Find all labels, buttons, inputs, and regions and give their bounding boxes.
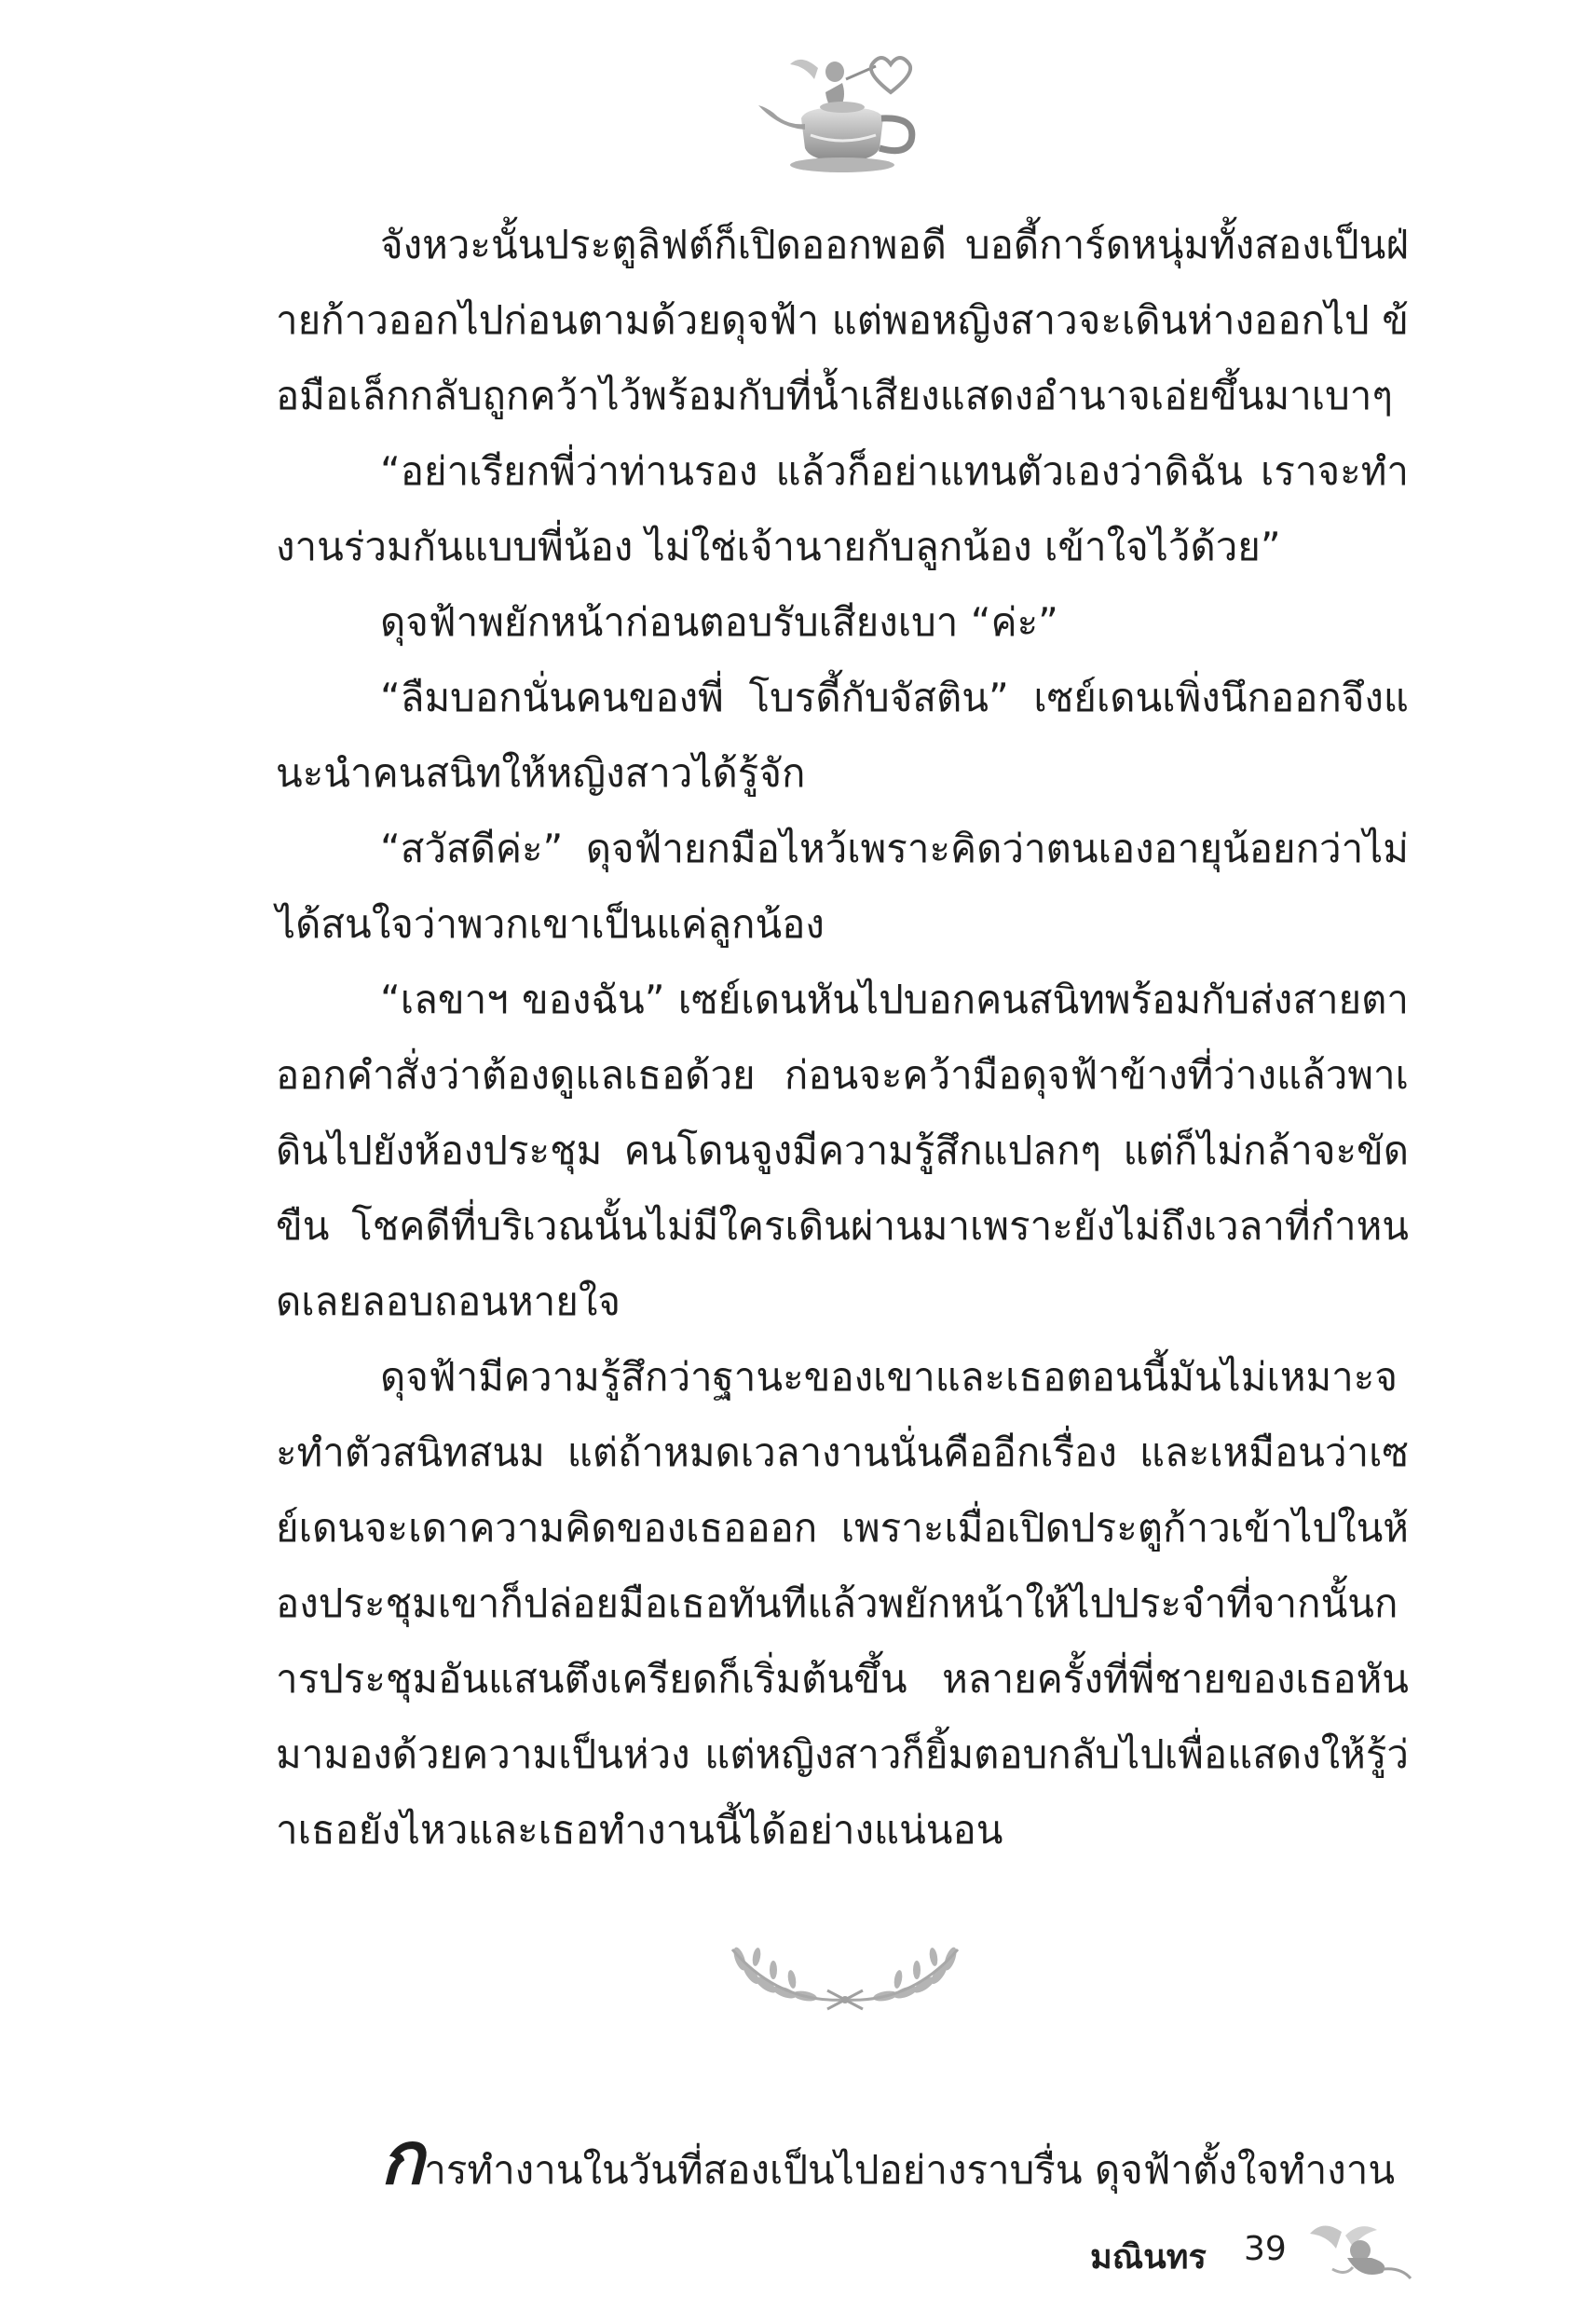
paragraph: ดุจฟ้าพยักหน้าก่อนตอบรับเสียงเบา “ค่ะ” xyxy=(380,599,1058,645)
paragraph: “อย่าเรียกพี่ว่าท่านรอง แล้วก็อย่าแทนตัวเองว่าดิฉัน เราจะทำงานร่วมกันแบบพี่น้อง ไม่ใช่เจ้านายกับลูกน้อง เข้าใจไว้ด้วย” xyxy=(276,448,1409,569)
paragraph xyxy=(276,2117,1409,2208)
page-number: 39 xyxy=(1244,2230,1287,2268)
drop-cap: ก xyxy=(380,2117,425,2201)
paragraph: ดุจฟ้ามีความรู้สึกว่าฐานะของเขาและเธอตอนนี้มันไม่เหมาะจะทำตัวสนิทสนม แต่ถ้าหมดเวลางานนั่นคืออีกเรื่อง และเหมือนว่าเซย์เดนจะเดาความคิดของเธอออก เพราะเมื่อเปิดประตูก้าวเข้าไปในห้องประชุมเขาก็ปล่อยมือเธอทันทีแล้วพยักหน้าให้ไปประจำที่จากนั้นการประชุมอันแสนตึงเครียดก็เริ่มต้นขึ้น หลายครั้งที่พี่ชายของเธอหันมามองด้วยความเป็นห่วง แต่หญิงสาวก็ยิ้มตอบกลับไปเพื่อแสดงให้รู้ว่าเธอยังไหวและเธอทำงานนี้ได้อย่างแน่นอน xyxy=(276,1354,1409,1853)
cupid-teapot-icon xyxy=(753,51,930,177)
body-text xyxy=(276,207,1409,1867)
paragraph: “เลขาฯ ของฉัน” เซย์เดนหันไปบอกคนสนิทพร้อมกับส่งสายตาออกคำสั่งว่าต้องดูแลเธอด้วย ก่อนจะคว้ามือดุจฟ้าข้างที่ว่างแล้วพาเดินไปยังห้องประชุม คนโดนจูงมีความรู้สึกแปลกๆ แต่ก็ไม่กล้าจะขัดขืน โชคดีที่บริเวณนั้นไม่มีใครเดินผ่านมาเพราะยังไม่ถึงเวลาที่กำหนดเลยลอบถอนหายใจ xyxy=(276,977,1409,1324)
author-name: มณินทร xyxy=(1090,2238,1207,2277)
paragraph: “ลืมบอกนั่นคนของพี่ โบรดี้กับจัสติน” เซย์เดนเพิ่งนึกออกจึงแนะนำคนสนิทให้หญิงสาวได้รู้จัก xyxy=(276,675,1409,796)
laurel-wreath-divider-icon xyxy=(723,1938,967,2017)
paragraph: “สวัสดีค่ะ” ดุจฟ้ายกมือไหว้เพราะคิดว่าตนเองอายุน้อยกว่าไม่ได้สนใจว่าพวกเขาเป็นแค่ลูกน้อง xyxy=(276,826,1409,947)
paragraph: จังหวะนั้นประตูลิฟต์ก็เปิดออกพอดี บอดี้การ์ดหนุ่มทั้งสองเป็นฝ่ายก้าวออกไปก่อนตามด้วยดุจฟ้า แต่พอหญิงสาวจะเดินห่างออกไป ข้อมือเล็กกลับถูกคว้าไว้พร้อมกับที่น้ำเสียงแสดงอำนาจเอ่ยขึ้นมาเบาๆ xyxy=(276,222,1409,418)
cupid-icon xyxy=(1304,2222,1416,2288)
paragraph-text: ารทำงานในวันที่สองเป็นไปอย่างราบรื่น ดุจฟ้าตั้งใจทำงาน xyxy=(424,2147,1396,2193)
chapter-section-opening xyxy=(276,2117,1409,2208)
page-footer xyxy=(1071,2222,1425,2288)
